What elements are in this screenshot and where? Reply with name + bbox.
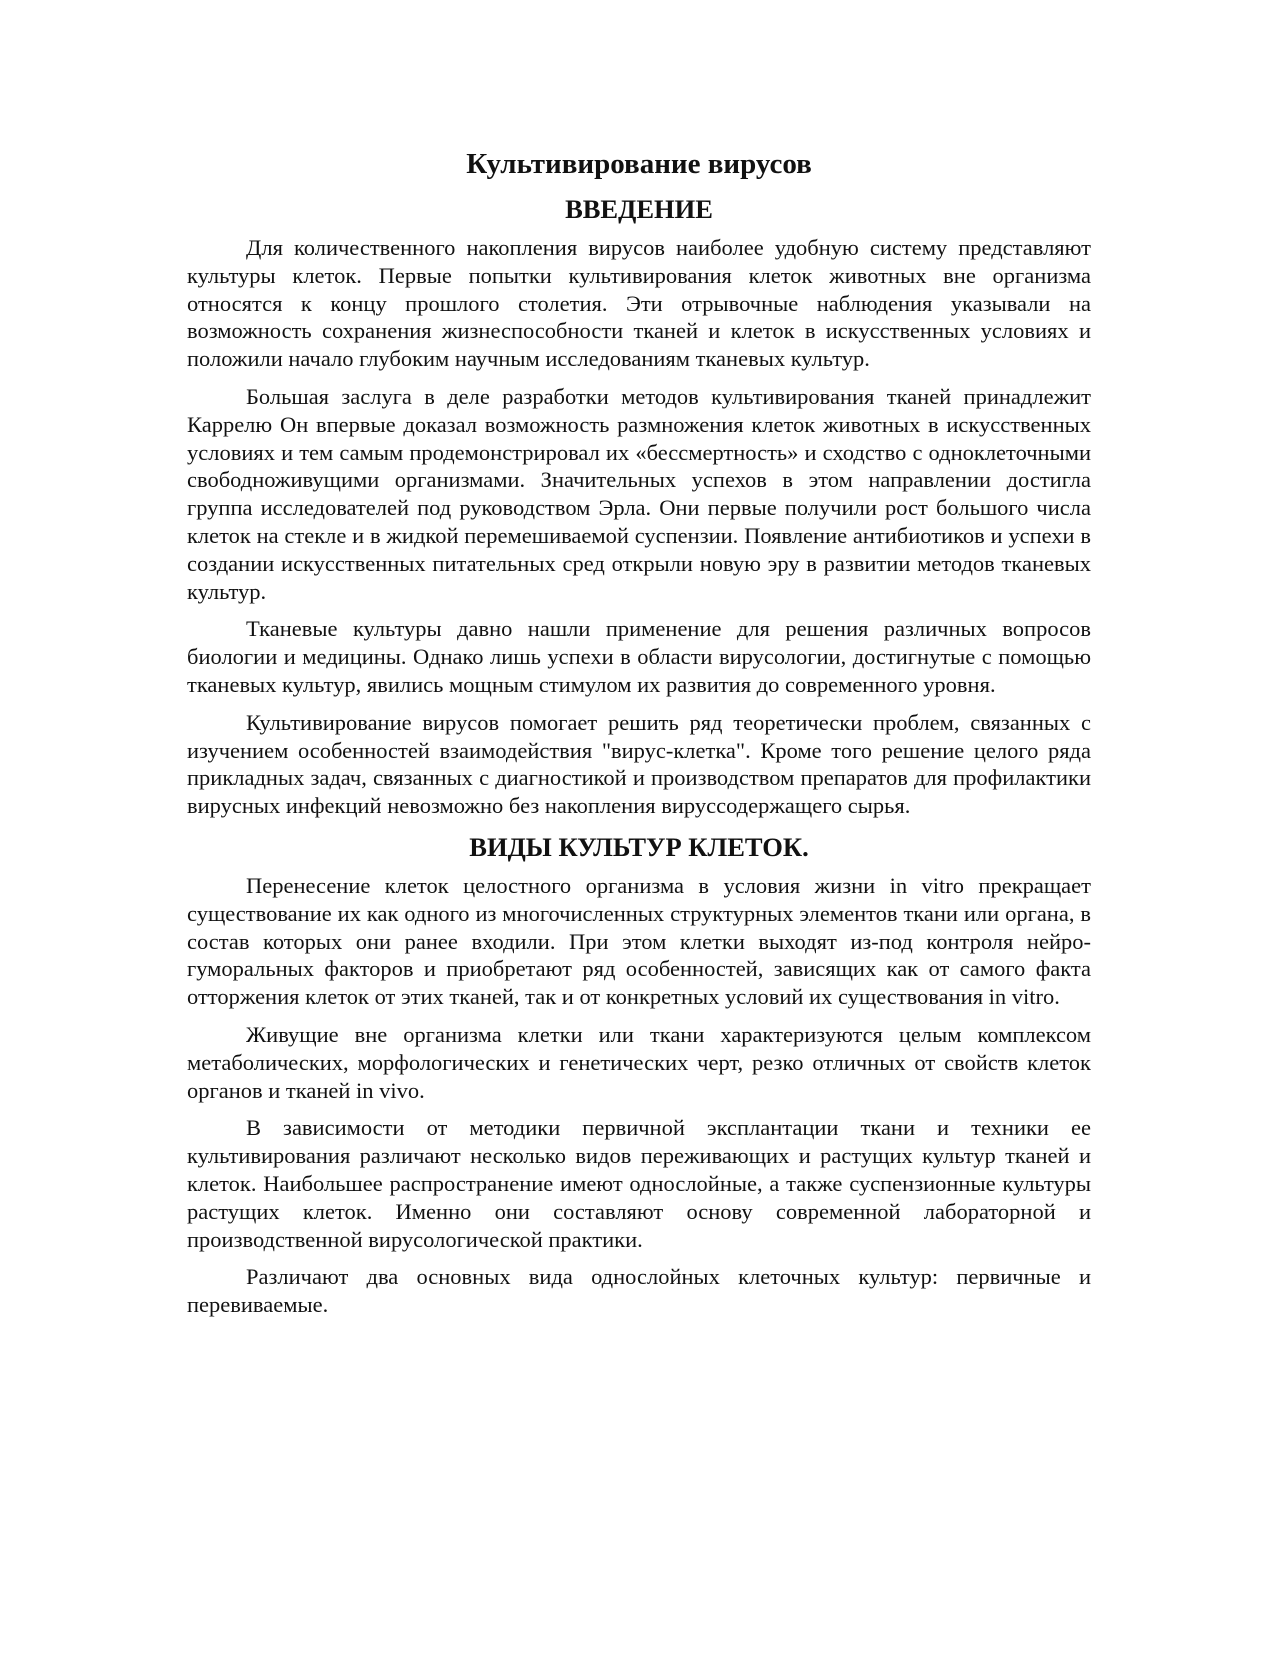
paragraph: В зависимости от методики первичной эксплантации ткани и техники ее культивирования различают несколько видов переживающих и растущих культур тканей и клеток. Наибольшее распространение имеют однослойные, а также суспензионные культуры растущих клеток. Именно они составляют основу современной лабораторной и производственной вирусологической практики. [187, 1115, 1091, 1252]
paragraph: Большая заслуга в деле разработки методов культивирования тканей принадлежит Каррелю Он впервые доказал возможность размножения клеток животных в искусственных условиях и тем самым продемонстрировал их «бессмертность» и сходство с одноклеточными свободноживущими организмами. Значительных успехов в этом направлении достигла группа исследователей под руководством Эрла. Они первые получили рост большого числа клеток на стекле и в жидкой перемешиваемой суспензии. Появление антибиотиков и успехи в создании искусственных питательных сред открыли новую эру в развитии методов тканевых культур. [187, 383, 1091, 604]
section-heading-introduction: ВВЕДЕНИЕ [565, 194, 713, 224]
paragraph: Перенесение клеток целостного организма в условия жизни in vitro прекращает существование их как одного из многочисленных структурных элементов ткани или органа, в состав которых они ранее входили. При этом клетки выходят из-под контроля нейро-гуморальных факторов и приобретают ряд особенностей, зависящих как от самого факта отторжения клеток от этих тканей, так и от конкретных условий их существования in vitro. [187, 872, 1091, 1010]
paragraph: Различают два основных вида однослойных клеточных культур: первичные и перевиваемые. [187, 1264, 1091, 1318]
section-heading-cell-culture-types: ВИДЫ КУЛЬТУР КЛЕТОК. [469, 831, 809, 862]
paragraph: Тканевые культуры давно нашли применение для решения различных вопросов биологии и медицины. Однако лишь успехи в области вирусологии, достигнутые с помощью тканевых культур, явились мощным стимулом их развития до современного уровня. [187, 616, 1091, 697]
paragraph: Живущие вне организма клетки или ткани характеризуются целым комплексом метаболических, морфологических и генетических черт, резко отличных от свойств клеток органов и тканей in vivo. [187, 1021, 1091, 1103]
paragraph: Для количественного накопления вирусов наиболее удобную систему представляют культуры клеток. Первые попытки культивирования клеток животных вне организма относятся к концу прошлого столетия. Эти отрывочные наблюдения указывали на возможность сохранения жизнеспособности тканей и клеток в искусственных условиях и положили начало глубоким научным исследованиям тканевых культур. [187, 235, 1091, 372]
document-title: Культивирование вирусов [466, 148, 812, 180]
paragraph: Культивирование вирусов помогает решить ряд теоретически проблем, связанных с изучением особенностей взаимодействия "вирус-клетка". Кроме того решение целого ряда прикладных задач, связанных с диагностикой и производством препаратов для профилактики вирусных инфекций невозможно без накопления вируссодержащего сырья. [187, 709, 1091, 819]
document-page [187, 146, 1091, 1329]
